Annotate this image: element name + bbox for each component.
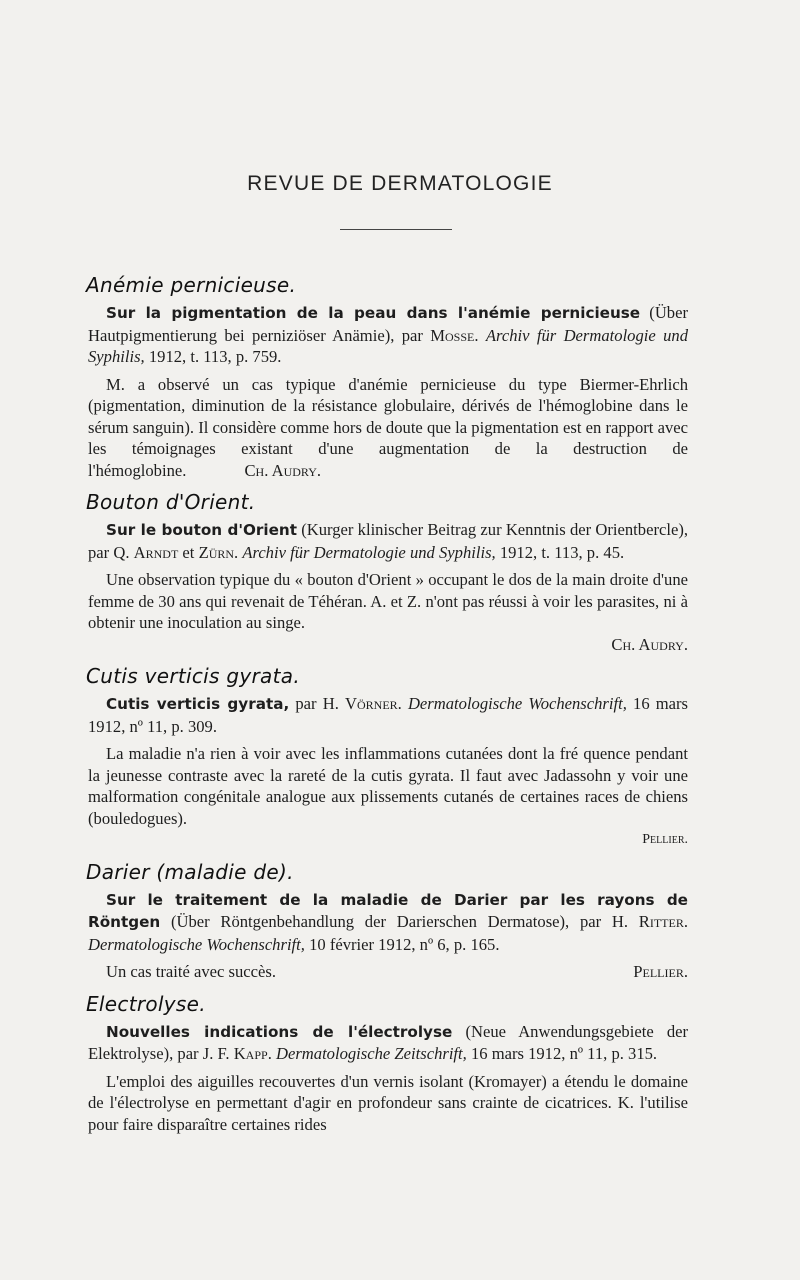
- journal-name: Dermatologische Wochenschrift,: [88, 934, 305, 954]
- bibliographic-reference: Sur le traitement de la maladie de Darier par les rayons de Röntgen (Über Röntgenbehandlung der Darierschen Dermatose), par H. Ritter. Dermatologische Wochenschrift, 10 février 1912, nº 6, p. 165.: [88, 890, 688, 954]
- section-heading: Bouton d'Orient.: [86, 490, 256, 514]
- section-bouton-orient: [88, 489, 688, 655]
- running-title: REVUE DE DERMATOLOGIE: [247, 172, 553, 195]
- citation: 16 mars 1912, nº 11, p. 309.: [88, 694, 689, 736]
- journal-name: Dermatologische Zeitschrift,: [275, 1044, 467, 1063]
- signature: Pellier.: [633, 962, 688, 981]
- citation: 10 février 1912, nº 6, p. 165.: [304, 934, 500, 954]
- bibliographic-reference: Sur la pigmentation de la peau dans l'anémie pernicieuse (Über Hautpigmentierung bei perniziöser Anämie), par Mosse. Archiv für Dermatologie und Syphilis, 1912, t. 113, p. 759.: [88, 303, 688, 366]
- section-heading: Darier (maladie de).: [86, 859, 294, 884]
- title-rule: [340, 229, 452, 230]
- bibliographic-reference: Cutis verticis gyrata, par H. Vörner. Dermatologische Wochenschrift, 16 mars 1912, nº 11, p. 309.: [88, 694, 689, 736]
- abstract-text: Un cas traité avec succès. Pellier.: [106, 962, 688, 981]
- journal-name: Archiv für Dermatologie und Syphilis,: [242, 542, 496, 562]
- author-name: Ritter: [638, 912, 684, 931]
- author-name: Arndt: [133, 542, 179, 562]
- citation: 16 mars 1912, nº 11, p. 315.: [466, 1044, 658, 1063]
- section-cutis-verticis: [88, 663, 688, 851]
- reference-text: (Über Hautpigmentierung bei perniziöser Anämie), par: [88, 303, 688, 345]
- bibliographic-reference: Nouvelles indications de l'électrolyse (Neue Anwendungsgebiete der Elektrolyse), par J. F. Kapp. Dermatologische Zeitschrift, 16 mars 1912, nº 11, p. 315.: [88, 1021, 689, 1063]
- reference-text: (Neue Anwendungsgebiete der Elektrolyse), par J. F.: [88, 1021, 689, 1063]
- reference-text: (Über Röntgenbehandlung der Darierschen Dermatose), par H.: [160, 912, 639, 931]
- reference-text: par H.: [289, 694, 345, 713]
- section-heading: Electrolyse.: [86, 991, 206, 1016]
- article-title: Sur la pigmentation de la peau dans l'anémie pernicieuse: [106, 304, 641, 322]
- abstract-text: La maladie n'a rien à voir avec les inflammations cutanées dont la fré quence pendant la jeunesse contraste avec la rareté de la cutis gyrata. Il faut avec Jadassohn y voir une malformation congénitale analogue aux plissements cutanés de certaines races de chiens (bouledogues).: [88, 744, 688, 828]
- abstract-text: M. a observé un cas typique d'anémie pernicieuse du type Biermer-Ehrlich (pigmentation, diminution de la résistance globulaire, dérivés de l'hémoglobine dans le sérum sanguin). Il considère comme hors de doute que la pigmentation est en rapport avec les témoignages existant d'une augmentation de la destruction de l'hémoglobine. Ch. Audry.: [88, 374, 688, 480]
- section-electrolyse: [88, 991, 688, 1136]
- journal-name: Dermatologische Wochenschrift,: [407, 694, 627, 713]
- article-title: Sur le bouton d'Orient: [106, 521, 297, 539]
- bibliographic-reference: Sur le bouton d'Orient (Kurger klinischer Beitrag zur Kenntnis der Orientbercle), par Q. Arndt et Zürn. Archiv für Dermatologie und Syphilis, 1912, t. 113, p. 45.: [88, 520, 688, 562]
- citation: 1912, t. 113, p. 45.: [495, 542, 625, 562]
- author-name: Vörner: [345, 694, 398, 713]
- reference-text: (Kurger klinischer Beitrag zur Kenntnis der Orientbercle), par Q.: [88, 520, 688, 562]
- section-anemie: [88, 272, 688, 481]
- signature: Ch. Audry.: [244, 460, 322, 480]
- article-title: Cutis verticis gyrata,: [106, 695, 290, 713]
- author-name: Kapp: [233, 1044, 268, 1063]
- section-heading: Cutis verticis gyrata.: [86, 664, 300, 688]
- section-heading: Anémie pernicieuse.: [86, 273, 297, 297]
- abstract-text: L'emploi des aiguilles recouvertes d'un vernis isolant (Kromayer) a étendu le domaine de l'électrolyse en permettant d'agir en profondeur sans crainte de cicatrices. K. l'utilise pour faire disparaître certaines rides: [88, 1071, 688, 1134]
- author-name: Mosse: [430, 325, 475, 345]
- author-name: Zürn: [198, 542, 235, 562]
- citation: 1912, t. 113, p. 759.: [144, 347, 282, 366]
- journal-name: Archiv für Dermatologie und Syphilis,: [88, 325, 688, 366]
- article-title: Sur le traitement de la maladie de Darier par les rayons de Röntgen: [88, 890, 688, 931]
- article-column: [88, 272, 688, 1143]
- abstract-text: Une observation typique du « bouton d'Orient » occupant le dos de la main droite d'une femme de 30 ans qui revenait de Téhéran. A. et Z. n'ont pas réussi à voir les parasites, ni à obtenir une inoculation au singe.: [88, 570, 688, 632]
- article-title: Nouvelles indications de l'électrolyse: [106, 1022, 453, 1041]
- signature: Ch. Audry.: [611, 634, 688, 654]
- section-darier: [88, 859, 688, 983]
- signature: Pellier.: [642, 832, 688, 847]
